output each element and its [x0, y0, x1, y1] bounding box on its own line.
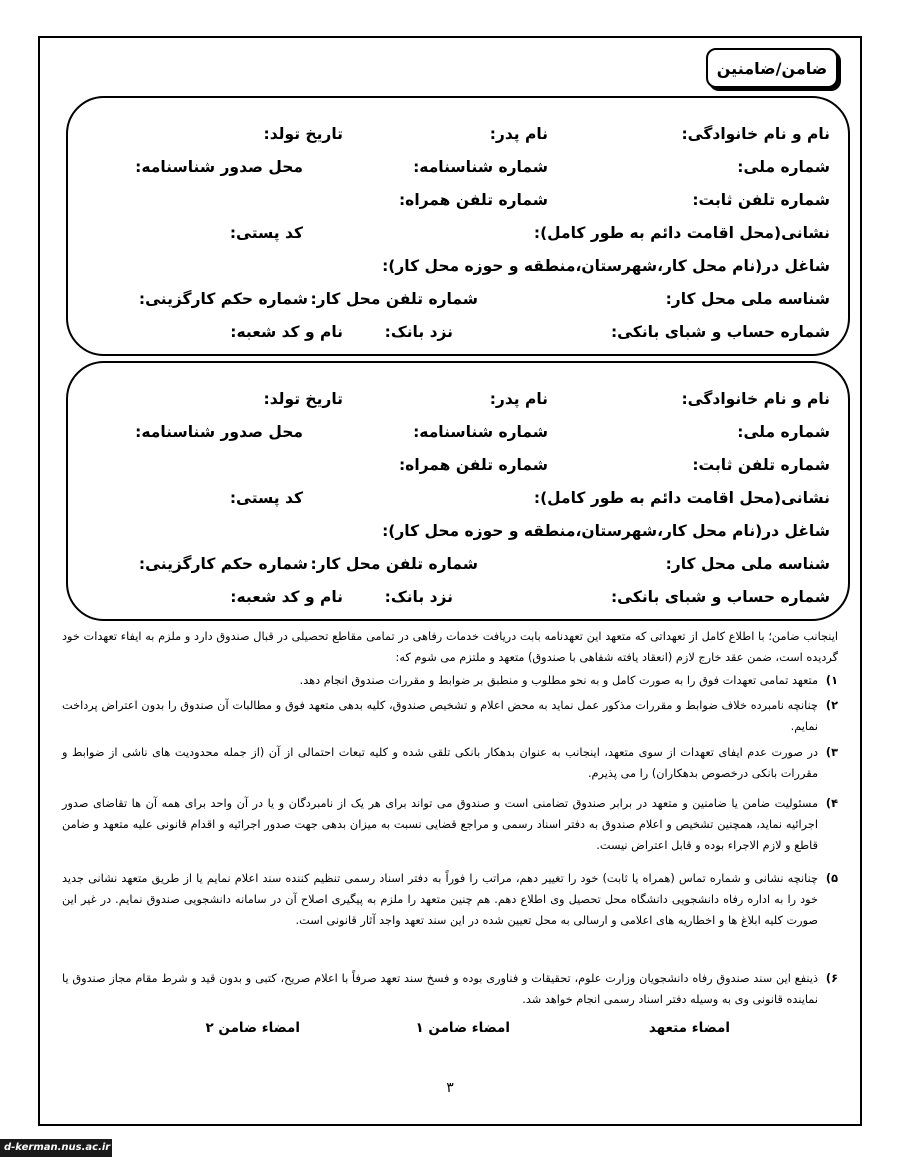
clause-4 [62, 793, 838, 856]
guarantor-box-2 [66, 361, 850, 621]
clause-text: متعهد تمامی تعهدات فوق را به صورت کامل و به نحو مطلوب و منطبق بر ضوابط و مقررات صندوق انجام دهد. [299, 674, 818, 687]
label-workplace-national-id: شناسه ملی محل کار: [665, 290, 830, 308]
label-national-id: شماره ملی: [737, 158, 830, 176]
clause-1 [62, 670, 838, 691]
label-full-name: نام و نام خانوادگی: [681, 125, 830, 143]
signature-guarantor-1: امضاء ضامن ۱ [415, 1020, 510, 1036]
clause-text: ذینفع این سند صندوق رفاه دانشجویان وزارت علوم، تحقیقات و فناوری بوده و فسخ سند تعهد صرفاً با اعلام صریح، کتبی و بدون قید و شرط مقام مجاز صندوق یا نماینده قانونی وی به وسیله دفتر اسناد رسمی انجام خواهد شد. [62, 972, 818, 1006]
row-ids [68, 416, 848, 448]
row-phones [68, 449, 848, 481]
label-father-name: نام پدر: [489, 125, 548, 143]
label-birth-date: تاریخ تولد: [263, 125, 343, 143]
row-bank [68, 316, 848, 348]
clause-text: چنانچه نشانی و شماره تماس (همراه یا ثابت) خود را تغییر دهم، مراتب را فوراً به دفتر اسناد رسمی تنظیم کننده سند اعلام نمایم یا از طریق متعهد نشانی جدید خود را به اداره رفاه دانشجویی دانشگاه محل تحصیل وی اطلاع دهم. هم چنین متعهد را ملزم به پیگیری اصلاح آن در سامانه دانشجویی صندوق نمایم. در غیر این صورت کلیه ابلاغ ها و اخطاریه های اعلامی و ارسالی به محل تعیین شده در این سند تعهد واجد آثار قانونی است. [62, 872, 818, 927]
label-bank-account: شماره حساب و شبای بانکی: [610, 323, 830, 341]
label-birth-date: تاریخ تولد: [263, 390, 343, 408]
signature-guarantor-2: امضاء ضامن ۲ [205, 1020, 300, 1036]
label-postal-code: کد پستی: [229, 489, 303, 507]
label-id-number: شماره شناسنامه: [413, 423, 548, 441]
label-id-issue-place: محل صدور شناسنامه: [135, 423, 303, 441]
label-mobile: شماره تلفن همراه: [398, 456, 548, 474]
label-bank: نزد بانک: [384, 588, 453, 606]
label-workplace-national-id: شناسه ملی محل کار: [665, 555, 830, 573]
clause-number: ۱) [825, 674, 838, 687]
clause-3 [62, 742, 838, 784]
label-address: نشانی(محل اقامت دائم به طور کامل): [533, 489, 830, 507]
clause-text: چنانچه نامبرده خلاف ضوابط و مقررات مذکور عمل نماید به محض اعلام و تشخیص صندوق، کلیه بدهی متعهد فوق و مطالبات آن صندوق را بدون اعتراض پرداخت نمایم. [62, 699, 818, 733]
row-employed-at [68, 515, 848, 547]
row-employed-at [68, 250, 848, 282]
label-employment-order: شماره حکم کارگزینی: [138, 555, 308, 573]
row-address [68, 482, 848, 514]
row-ids [68, 151, 848, 183]
label-id-issue-place: محل صدور شناسنامه: [135, 158, 303, 176]
label-branch: نام و کد شعبه: [230, 588, 343, 606]
label-employed-at: شاغل در(نام محل کار،شهرستان،منطقه و حوزه محل کار): [382, 522, 830, 540]
label-employment-order: شماره حکم کارگزینی: [138, 290, 308, 308]
label-mobile: شماره تلفن همراه: [398, 191, 548, 209]
clause-text: مسئولیت ضامن یا ضامنین و متعهد در برابر صندوق تضامنی است و صندوق می تواند برای هر یک از نامبردگان و یا در آن واحد برای همه آن ها تقاضای صدور اجرائیه نماید، همچنین تشخیص و اعلام صندوق به دفتر اسناد رسمی و مراجع قضایی نسبت به میزان بدهی جهت صدور اجرائیه و اقدام قانونی علیه متعهد و ضامن قاطع و لازم الاجراء بوده و قابل اعتراض نیست. [62, 797, 818, 852]
clause-number: ۶) [825, 972, 838, 985]
clause-2 [62, 695, 838, 737]
guarantor-box-1 [66, 96, 850, 356]
site-watermark: d-kerman.nus.ac.ir [0, 1139, 112, 1157]
row-phones [68, 184, 848, 216]
label-father-name: نام پدر: [489, 390, 548, 408]
clause-number: ۵) [825, 872, 838, 885]
label-bank: نزد بانک: [384, 323, 453, 341]
section-title: ضامن/ضامنین [706, 48, 838, 88]
row-workplace [68, 283, 848, 315]
label-branch: نام و کد شعبه: [230, 323, 343, 341]
label-landline: شماره تلفن ثابت: [692, 191, 830, 209]
label-full-name: نام و نام خانوادگی: [681, 390, 830, 408]
label-national-id: شماره ملی: [737, 423, 830, 441]
clause-text: در صورت عدم ایفای تعهدات از سوی متعهد، اینجانب به عنوان بدهکار بانکی تلقی شده و کلیه تبعات احتمالی از آن (از جمله محدودیت های ناشی از ضوابط و مقررات بانکی درخصوص بدهکاران) را می پذیرم. [62, 746, 818, 780]
clause-6 [62, 968, 838, 1010]
clause-number: ۲) [825, 699, 838, 712]
row-name [68, 383, 848, 415]
page-frame [38, 36, 862, 1126]
label-workplace-phone: شماره تلفن محل کار: [310, 555, 478, 573]
label-employed-at: شاغل در(نام محل کار،شهرستان،منطقه و حوزه محل کار): [382, 257, 830, 275]
clause-number: ۳) [825, 746, 838, 759]
label-postal-code: کد پستی: [229, 224, 303, 242]
label-id-number: شماره شناسنامه: [413, 158, 548, 176]
signature-obligor: امضاء متعهد [648, 1020, 730, 1036]
intro-paragraph: اینجانب ضامن؛ با اطلاع کامل از تعهداتی که متعهد این تعهدنامه بابت دریافت خدمات رفاهی در تمامی مقاطع تحصیلی در قبال صندوق دارد و ملزم به ایفاء تعهدات خود گردیده است، ضمن عقد خارج لازم (انعقاد یافته شفاهی با صندوق) متعهد و ملتزم می شوم که: [62, 630, 838, 664]
row-bank [68, 581, 848, 613]
label-address: نشانی(محل اقامت دائم به طور کامل): [533, 224, 830, 242]
row-name [68, 118, 848, 150]
clause-5 [62, 868, 838, 931]
label-bank-account: شماره حساب و شبای بانکی: [610, 588, 830, 606]
clause-number: ۴) [825, 797, 838, 810]
signature-row [40, 1020, 860, 1044]
label-landline: شماره تلفن ثابت: [692, 456, 830, 474]
row-workplace [68, 548, 848, 580]
page-number: ۳ [446, 1080, 454, 1096]
label-workplace-phone: شماره تلفن محل کار: [310, 290, 478, 308]
row-address [68, 217, 848, 249]
